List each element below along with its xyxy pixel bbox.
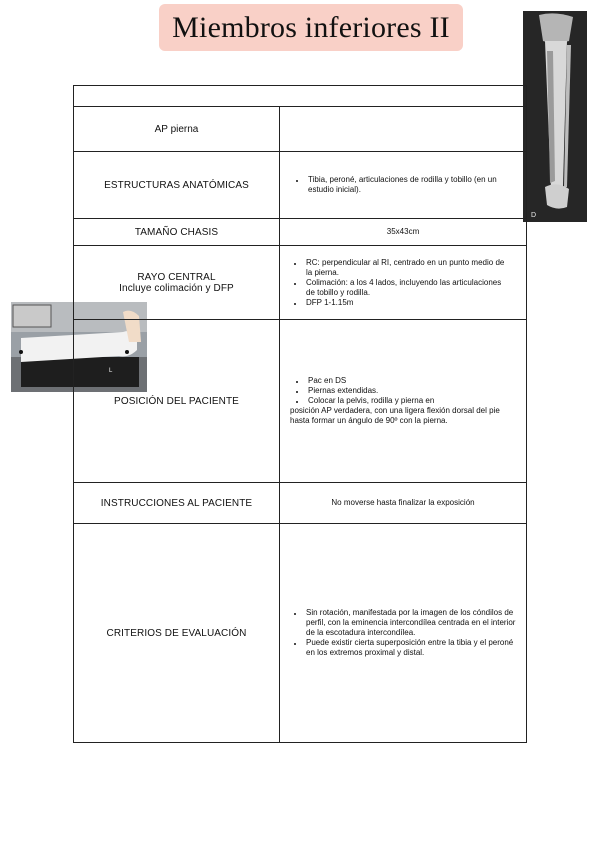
posicion-continuation: posición AP verdadera, con una ligera flexión dorsal del pie hasta formar un ángulo de 90º con la pierna. — [290, 406, 500, 425]
table-row — [74, 219, 527, 246]
rayo-label-line1: RAYO CENTRAL — [137, 271, 216, 283]
list-item: • Puede existir cierta superposición entre la tibia y el peroné en los extremos proximal y distal. — [304, 638, 520, 658]
posicion-value — [280, 320, 527, 483]
table-row — [74, 152, 527, 219]
xray-side-label: D — [531, 212, 537, 219]
criterios-label: CRITERIOS DE EVALUACIÓN — [74, 524, 280, 743]
criterios-value — [280, 524, 527, 743]
list-item: • Tibia, peroné, articulaciones de rodilla y tobillo (en un estudio inicial). — [306, 175, 518, 195]
leg-xray-image — [523, 11, 587, 222]
estructuras-label: ESTRUCTURAS ANATÓMICAS — [74, 152, 280, 219]
xray-drawing — [523, 11, 587, 222]
estructuras-value — [280, 152, 527, 219]
page-title: Miembros inferiores II — [172, 10, 450, 44]
list-item: • Colocar la pelvis, rodilla y pierna en — [306, 396, 518, 406]
table-row — [74, 246, 527, 320]
rayo-value — [280, 246, 527, 320]
chasis-label: TAMAÑO CHASIS — [74, 219, 280, 246]
radiography-protocol-table — [73, 85, 527, 743]
table-row — [74, 107, 527, 152]
table-header-row — [74, 86, 527, 107]
list-item: • Colimación: a los 4 lados, incluyendo las articulaciones de tobillo y rodilla. — [304, 278, 512, 298]
list-item: • RC: perpendicular al RI, centrado en un punto medio de la pierna. — [304, 258, 512, 278]
title-banner — [159, 4, 463, 51]
instrucciones-label: INSTRUCCIONES AL PACIENTE — [74, 483, 280, 524]
list-item: • Sin rotación, manifestada por la imagen de los cóndilos de perfil, con la eminencia intercondílea centrada en el interior de la escotadura intercondílea. — [304, 608, 520, 638]
list-item: • DFP 1-1.15m — [304, 298, 512, 308]
instrucciones-value: No moverse hasta finalizar la exposición — [280, 483, 527, 524]
table-row — [74, 483, 527, 524]
chasis-value: 35x43cm — [280, 219, 527, 246]
photo-marker-label: L — [109, 368, 113, 374]
table-row — [74, 320, 527, 483]
projection-label: AP pierna — [74, 107, 280, 152]
list-item: • Pac en DS — [306, 376, 518, 386]
empty-header-cell — [74, 86, 527, 107]
rayo-label-line2: Incluye colimación y DFP — [119, 282, 234, 294]
list-item: • Piernas extendidas. — [306, 386, 518, 396]
projection-value — [280, 107, 527, 152]
rayo-label — [74, 246, 280, 320]
table-row — [74, 524, 527, 743]
posicion-label: POSICIÓN DEL PACIENTE — [74, 320, 280, 483]
